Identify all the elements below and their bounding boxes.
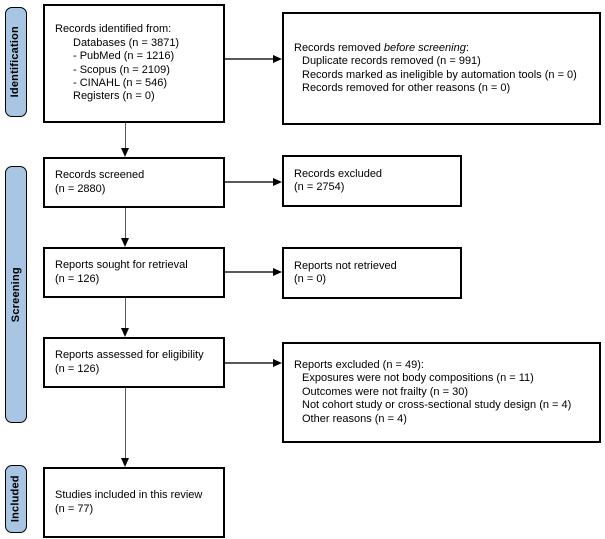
records-excluded-count: (n = 2754): [294, 181, 345, 193]
box-records-identified: [43, 4, 225, 123]
reports-excluded-design: Not cohort study or cross-sectional study design (n = 4): [302, 399, 572, 412]
box-reports-excluded: [282, 342, 601, 443]
sidebar-label-included: Included: [9, 475, 22, 523]
reports-excluded-outcomes: Outcomes were not frailty (n = 30): [302, 385, 468, 398]
reports-sought-text: Reports sought for retrieval: [55, 259, 188, 272]
records-removed-title: [294, 42, 594, 55]
arrow-shaft: [125, 123, 127, 148]
reports-assessed-text: Reports assessed for eligibility: [55, 349, 204, 362]
arrow-right-icon: [273, 359, 282, 367]
reports-excluded-exposures: Exposures were not body compositions (n = 11): [302, 372, 534, 385]
arrow-shaft: [225, 181, 273, 183]
records-removed-title-italic: before screening: [383, 41, 466, 54]
box-records-screened: [43, 157, 225, 208]
sidebar-bar-identification: [5, 7, 27, 117]
records-removed-duplicates: Duplicate records removed (n = 991): [302, 55, 481, 68]
box-records-removed: [282, 12, 601, 125]
records-removed-automation: Records marked as ineligible by automation tools (n = 0): [302, 68, 577, 81]
arrow-right-icon: [273, 178, 282, 186]
records-identified-title: Records identified from:: [55, 23, 172, 36]
arrow-right-icon: [273, 268, 282, 276]
box-reports-not-retrieved: [282, 247, 462, 299]
box-reports-sought: [43, 247, 225, 298]
records-identified-cinahl: - CINAHL (n = 546): [73, 76, 168, 89]
sidebar-bar-screening: [5, 166, 27, 423]
records-removed-title-prefix: Records removed: [294, 41, 384, 54]
sidebar-label-screening: Screening: [9, 267, 22, 322]
records-removed-other: Records removed for other reasons (n = 0): [302, 81, 511, 94]
reports-assessed-count: (n = 126): [55, 362, 100, 375]
arrow-shaft: [225, 58, 273, 60]
sidebar-label-identification: Identification: [9, 26, 22, 98]
arrow-down-icon: [121, 458, 129, 467]
studies-included-count: (n = 77): [55, 502, 94, 515]
arrow-shaft: [225, 271, 273, 273]
box-studies-included: [43, 467, 225, 538]
arrow-right-icon: [273, 55, 282, 63]
arrow-down-icon: [121, 148, 129, 157]
reports-not-retrieved-count: (n = 0): [294, 273, 327, 285]
studies-included-text: Studies included in this review: [55, 489, 203, 502]
reports-excluded-other: Other reasons (n = 4): [302, 412, 407, 425]
arrow-down-icon: [121, 238, 129, 247]
arrow-shaft: [125, 298, 127, 328]
box-reports-assessed: [43, 337, 225, 388]
arrow-shaft: [225, 362, 273, 364]
arrow-down-icon: [121, 328, 129, 337]
sidebar-bar-included: [5, 465, 27, 533]
records-removed-title-suffix: :: [465, 41, 469, 54]
arrow-shaft: [125, 388, 127, 458]
records-identified-databases: Databases (n = 3871): [73, 36, 180, 49]
reports-excluded-title: Reports excluded (n = 49):: [294, 358, 424, 371]
reports-sought-count: (n = 126): [55, 272, 100, 285]
records-identified-scopus: - Scopus (n = 2109): [73, 63, 170, 76]
arrow-shaft: [125, 208, 127, 238]
records-excluded-text: Records excluded: [294, 167, 383, 180]
records-identified-registers: Registers (n = 0): [73, 90, 155, 103]
box-records-excluded: [282, 155, 462, 207]
records-screened-text: Records screened: [55, 169, 145, 182]
records-screened-count: (n = 2880): [55, 182, 106, 195]
records-identified-pubmed: - PubMed (n = 1216): [73, 50, 175, 63]
reports-not-retrieved-text: Reports not retrieved: [294, 259, 397, 272]
